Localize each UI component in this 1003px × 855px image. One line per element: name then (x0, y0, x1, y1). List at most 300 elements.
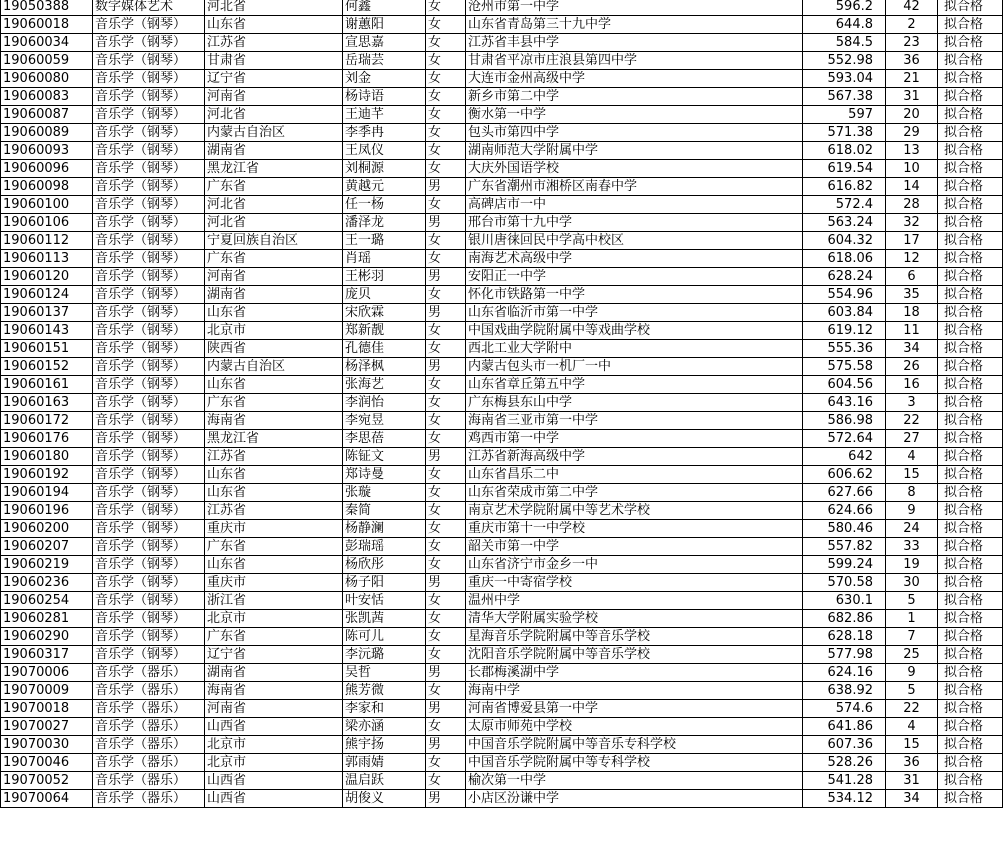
gender-cell[interactable]: 女 (426, 34, 466, 52)
gender-cell[interactable]: 女 (426, 232, 466, 250)
result-cell[interactable]: 拟合格 (938, 88, 1003, 106)
rank-cell[interactable]: 18 (886, 304, 938, 322)
result-cell[interactable]: 拟合格 (938, 412, 1003, 430)
major-cell[interactable]: 音乐学（器乐） (93, 700, 205, 718)
name-cell[interactable]: 郑新靓 (343, 322, 426, 340)
name-cell[interactable]: 杨诗语 (343, 88, 426, 106)
rank-cell[interactable]: 30 (886, 574, 938, 592)
exam-id-cell[interactable]: 19060137 (1, 304, 93, 322)
result-cell[interactable]: 拟合格 (938, 268, 1003, 286)
result-cell[interactable]: 拟合格 (938, 790, 1003, 808)
name-cell[interactable]: 刘金 (343, 70, 426, 88)
score-cell[interactable]: 618.02 (803, 142, 886, 160)
result-cell[interactable]: 拟合格 (938, 196, 1003, 214)
score-cell[interactable]: 643.16 (803, 394, 886, 412)
school-cell[interactable]: 新乡市第二中学 (466, 88, 803, 106)
gender-cell[interactable]: 女 (426, 466, 466, 484)
major-cell[interactable]: 音乐学（钢琴） (93, 16, 205, 34)
school-cell[interactable]: 安阳正一中学 (466, 268, 803, 286)
province-cell[interactable]: 山东省 (205, 376, 343, 394)
major-cell[interactable]: 音乐学（钢琴） (93, 88, 205, 106)
province-cell[interactable]: 广东省 (205, 538, 343, 556)
exam-id-cell[interactable]: 19050388 (1, 0, 93, 16)
result-cell[interactable]: 拟合格 (938, 376, 1003, 394)
gender-cell[interactable]: 女 (426, 160, 466, 178)
gender-cell[interactable]: 女 (426, 484, 466, 502)
score-cell[interactable]: 593.04 (803, 70, 886, 88)
exam-id-cell[interactable]: 19070052 (1, 772, 93, 790)
school-cell[interactable]: 沈阳音乐学院附属中等音乐学校 (466, 646, 803, 664)
result-cell[interactable]: 拟合格 (938, 754, 1003, 772)
exam-id-cell[interactable]: 19060219 (1, 556, 93, 574)
result-cell[interactable]: 拟合格 (938, 124, 1003, 142)
score-cell[interactable]: 584.5 (803, 34, 886, 52)
major-cell[interactable]: 音乐学（钢琴） (93, 430, 205, 448)
score-cell[interactable]: 619.54 (803, 160, 886, 178)
major-cell[interactable]: 音乐学（器乐） (93, 736, 205, 754)
rank-cell[interactable]: 16 (886, 376, 938, 394)
exam-id-cell[interactable]: 19060120 (1, 268, 93, 286)
exam-id-cell[interactable]: 19070006 (1, 664, 93, 682)
major-cell[interactable]: 音乐学（器乐） (93, 772, 205, 790)
major-cell[interactable]: 音乐学（钢琴） (93, 412, 205, 430)
province-cell[interactable]: 广东省 (205, 628, 343, 646)
gender-cell[interactable]: 男 (426, 178, 466, 196)
name-cell[interactable]: 李家和 (343, 700, 426, 718)
score-cell[interactable]: 599.24 (803, 556, 886, 574)
gender-cell[interactable]: 男 (426, 700, 466, 718)
province-cell[interactable]: 山东省 (205, 484, 343, 502)
exam-id-cell[interactable]: 19060152 (1, 358, 93, 376)
name-cell[interactable]: 张凯茜 (343, 610, 426, 628)
gender-cell[interactable]: 女 (426, 250, 466, 268)
major-cell[interactable]: 音乐学（钢琴） (93, 214, 205, 232)
name-cell[interactable]: 李宛昱 (343, 412, 426, 430)
school-cell[interactable]: 海南省三亚市第一中学 (466, 412, 803, 430)
name-cell[interactable]: 陈钲文 (343, 448, 426, 466)
school-cell[interactable]: 衡水第一中学 (466, 106, 803, 124)
result-cell[interactable]: 拟合格 (938, 142, 1003, 160)
exam-id-cell[interactable]: 19060143 (1, 322, 93, 340)
province-cell[interactable]: 内蒙古自治区 (205, 124, 343, 142)
gender-cell[interactable]: 女 (426, 286, 466, 304)
province-cell[interactable]: 内蒙古自治区 (205, 358, 343, 376)
exam-id-cell[interactable]: 19060083 (1, 88, 93, 106)
name-cell[interactable]: 宋欣霖 (343, 304, 426, 322)
gender-cell[interactable]: 女 (426, 718, 466, 736)
school-cell[interactable]: 怀化市铁路第一中学 (466, 286, 803, 304)
rank-cell[interactable]: 17 (886, 232, 938, 250)
rank-cell[interactable]: 27 (886, 430, 938, 448)
rank-cell[interactable]: 13 (886, 142, 938, 160)
exam-id-cell[interactable]: 19060281 (1, 610, 93, 628)
name-cell[interactable]: 任一杨 (343, 196, 426, 214)
exam-id-cell[interactable]: 19060124 (1, 286, 93, 304)
rank-cell[interactable]: 4 (886, 448, 938, 466)
score-cell[interactable]: 682.86 (803, 610, 886, 628)
major-cell[interactable]: 音乐学（钢琴） (93, 466, 205, 484)
name-cell[interactable]: 杨子阳 (343, 574, 426, 592)
rank-cell[interactable]: 22 (886, 700, 938, 718)
gender-cell[interactable]: 女 (426, 430, 466, 448)
result-cell[interactable]: 拟合格 (938, 178, 1003, 196)
result-cell[interactable]: 拟合格 (938, 106, 1003, 124)
exam-id-cell[interactable]: 19060317 (1, 646, 93, 664)
gender-cell[interactable]: 女 (426, 196, 466, 214)
province-cell[interactable]: 浙江省 (205, 592, 343, 610)
major-cell[interactable]: 音乐学（器乐） (93, 718, 205, 736)
result-cell[interactable]: 拟合格 (938, 520, 1003, 538)
name-cell[interactable]: 黄越元 (343, 178, 426, 196)
score-cell[interactable]: 628.24 (803, 268, 886, 286)
school-cell[interactable]: 中国音乐学院附属中等专科学校 (466, 754, 803, 772)
school-cell[interactable]: 高碑店市一中 (466, 196, 803, 214)
rank-cell[interactable]: 21 (886, 70, 938, 88)
province-cell[interactable]: 山西省 (205, 718, 343, 736)
name-cell[interactable]: 陈可儿 (343, 628, 426, 646)
exam-id-cell[interactable]: 19060192 (1, 466, 93, 484)
rank-cell[interactable]: 32 (886, 214, 938, 232)
name-cell[interactable]: 孔德佳 (343, 340, 426, 358)
score-cell[interactable]: 570.58 (803, 574, 886, 592)
score-cell[interactable]: 557.82 (803, 538, 886, 556)
score-cell[interactable]: 574.6 (803, 700, 886, 718)
result-cell[interactable]: 拟合格 (938, 682, 1003, 700)
gender-cell[interactable]: 女 (426, 412, 466, 430)
major-cell[interactable]: 音乐学（钢琴） (93, 52, 205, 70)
name-cell[interactable]: 张璇 (343, 484, 426, 502)
gender-cell[interactable]: 女 (426, 88, 466, 106)
school-cell[interactable]: 温州中学 (466, 592, 803, 610)
score-cell[interactable]: 628.18 (803, 628, 886, 646)
province-cell[interactable]: 江苏省 (205, 502, 343, 520)
rank-cell[interactable]: 15 (886, 736, 938, 754)
gender-cell[interactable]: 女 (426, 646, 466, 664)
school-cell[interactable]: 银川唐徕回民中学高中校区 (466, 232, 803, 250)
school-cell[interactable]: 小店区汾谦中学 (466, 790, 803, 808)
result-cell[interactable]: 拟合格 (938, 718, 1003, 736)
score-cell[interactable]: 624.66 (803, 502, 886, 520)
rank-cell[interactable]: 31 (886, 772, 938, 790)
gender-cell[interactable]: 女 (426, 16, 466, 34)
rank-cell[interactable]: 12 (886, 250, 938, 268)
gender-cell[interactable]: 女 (426, 394, 466, 412)
rank-cell[interactable]: 26 (886, 358, 938, 376)
exam-id-cell[interactable]: 19070046 (1, 754, 93, 772)
score-cell[interactable]: 638.92 (803, 682, 886, 700)
rank-cell[interactable]: 14 (886, 178, 938, 196)
gender-cell[interactable]: 女 (426, 520, 466, 538)
school-cell[interactable]: 重庆一中寄宿学校 (466, 574, 803, 592)
major-cell[interactable]: 音乐学（钢琴） (93, 592, 205, 610)
rank-cell[interactable]: 6 (886, 268, 938, 286)
exam-id-cell[interactable]: 19060161 (1, 376, 93, 394)
exam-id-cell[interactable]: 19060113 (1, 250, 93, 268)
school-cell[interactable]: 甘肃省平凉市庄浪县第四中学 (466, 52, 803, 70)
rank-cell[interactable]: 33 (886, 538, 938, 556)
score-cell[interactable]: 616.82 (803, 178, 886, 196)
rank-cell[interactable]: 36 (886, 52, 938, 70)
rank-cell[interactable]: 34 (886, 790, 938, 808)
exam-id-cell[interactable]: 19060290 (1, 628, 93, 646)
result-cell[interactable]: 拟合格 (938, 70, 1003, 88)
rank-cell[interactable]: 10 (886, 160, 938, 178)
result-cell[interactable]: 拟合格 (938, 736, 1003, 754)
rank-cell[interactable]: 3 (886, 394, 938, 412)
province-cell[interactable]: 河北省 (205, 196, 343, 214)
exam-id-cell[interactable]: 19060089 (1, 124, 93, 142)
school-cell[interactable]: 星海音乐学院附属中等音乐学校 (466, 628, 803, 646)
province-cell[interactable]: 河南省 (205, 268, 343, 286)
exam-id-cell[interactable]: 19060236 (1, 574, 93, 592)
major-cell[interactable]: 音乐学（钢琴） (93, 34, 205, 52)
rank-cell[interactable]: 8 (886, 484, 938, 502)
school-cell[interactable]: 广东省潮州市湘桥区南春中学 (466, 178, 803, 196)
score-cell[interactable]: 586.98 (803, 412, 886, 430)
name-cell[interactable]: 张海艺 (343, 376, 426, 394)
major-cell[interactable]: 音乐学（钢琴） (93, 196, 205, 214)
rank-cell[interactable]: 9 (886, 664, 938, 682)
province-cell[interactable]: 广东省 (205, 178, 343, 196)
province-cell[interactable]: 河南省 (205, 88, 343, 106)
province-cell[interactable]: 陕西省 (205, 340, 343, 358)
score-cell[interactable]: 641.86 (803, 718, 886, 736)
exam-id-cell[interactable]: 19060254 (1, 592, 93, 610)
result-cell[interactable]: 拟合格 (938, 484, 1003, 502)
province-cell[interactable]: 海南省 (205, 412, 343, 430)
rank-cell[interactable]: 34 (886, 340, 938, 358)
exam-id-cell[interactable]: 19070009 (1, 682, 93, 700)
gender-cell[interactable]: 女 (426, 592, 466, 610)
name-cell[interactable]: 杨静澜 (343, 520, 426, 538)
major-cell[interactable]: 数字媒体艺术 (93, 0, 205, 16)
major-cell[interactable]: 音乐学（钢琴） (93, 556, 205, 574)
result-cell[interactable]: 拟合格 (938, 538, 1003, 556)
school-cell[interactable]: 太原市师苑中学校 (466, 718, 803, 736)
rank-cell[interactable]: 7 (886, 628, 938, 646)
score-cell[interactable]: 567.38 (803, 88, 886, 106)
name-cell[interactable]: 胡俊义 (343, 790, 426, 808)
score-cell[interactable]: 541.28 (803, 772, 886, 790)
rank-cell[interactable]: 9 (886, 502, 938, 520)
major-cell[interactable]: 音乐学（钢琴） (93, 628, 205, 646)
score-cell[interactable]: 555.36 (803, 340, 886, 358)
name-cell[interactable]: 岳瑞芸 (343, 52, 426, 70)
province-cell[interactable]: 山东省 (205, 556, 343, 574)
major-cell[interactable]: 音乐学（钢琴） (93, 610, 205, 628)
gender-cell[interactable]: 女 (426, 628, 466, 646)
result-cell[interactable]: 拟合格 (938, 304, 1003, 322)
exam-id-cell[interactable]: 19060096 (1, 160, 93, 178)
province-cell[interactable]: 江苏省 (205, 34, 343, 52)
gender-cell[interactable]: 女 (426, 124, 466, 142)
exam-id-cell[interactable]: 19060018 (1, 16, 93, 34)
province-cell[interactable]: 北京市 (205, 736, 343, 754)
score-cell[interactable]: 627.66 (803, 484, 886, 502)
result-cell[interactable]: 拟合格 (938, 34, 1003, 52)
exam-id-cell[interactable]: 19060093 (1, 142, 93, 160)
result-cell[interactable]: 拟合格 (938, 592, 1003, 610)
score-cell[interactable]: 571.38 (803, 124, 886, 142)
major-cell[interactable]: 音乐学（钢琴） (93, 520, 205, 538)
score-cell[interactable]: 528.26 (803, 754, 886, 772)
score-cell[interactable]: 619.12 (803, 322, 886, 340)
province-cell[interactable]: 山西省 (205, 790, 343, 808)
gender-cell[interactable]: 女 (426, 340, 466, 358)
result-cell[interactable]: 拟合格 (938, 340, 1003, 358)
gender-cell[interactable]: 男 (426, 664, 466, 682)
gender-cell[interactable]: 女 (426, 772, 466, 790)
exam-id-cell[interactable]: 19060034 (1, 34, 93, 52)
name-cell[interactable]: 杨泽枫 (343, 358, 426, 376)
major-cell[interactable]: 音乐学（钢琴） (93, 484, 205, 502)
name-cell[interactable]: 叶安恬 (343, 592, 426, 610)
exam-id-cell[interactable]: 19060200 (1, 520, 93, 538)
name-cell[interactable]: 宣思嘉 (343, 34, 426, 52)
province-cell[interactable]: 山东省 (205, 304, 343, 322)
major-cell[interactable]: 音乐学（钢琴） (93, 160, 205, 178)
major-cell[interactable]: 音乐学（钢琴） (93, 502, 205, 520)
major-cell[interactable]: 音乐学（钢琴） (93, 394, 205, 412)
name-cell[interactable]: 彭瑞瑶 (343, 538, 426, 556)
province-cell[interactable]: 河北省 (205, 106, 343, 124)
major-cell[interactable]: 音乐学（器乐） (93, 754, 205, 772)
province-cell[interactable]: 重庆市 (205, 520, 343, 538)
province-cell[interactable]: 河南省 (205, 700, 343, 718)
name-cell[interactable]: 梁亦涵 (343, 718, 426, 736)
name-cell[interactable]: 温启跃 (343, 772, 426, 790)
exam-id-cell[interactable]: 19060100 (1, 196, 93, 214)
exam-id-cell[interactable]: 19060176 (1, 430, 93, 448)
gender-cell[interactable]: 女 (426, 538, 466, 556)
major-cell[interactable]: 音乐学（钢琴） (93, 178, 205, 196)
school-cell[interactable]: 西北工业大学附中 (466, 340, 803, 358)
school-cell[interactable]: 河南省博爱县第一中学 (466, 700, 803, 718)
gender-cell[interactable]: 男 (426, 214, 466, 232)
result-cell[interactable]: 拟合格 (938, 394, 1003, 412)
province-cell[interactable]: 辽宁省 (205, 70, 343, 88)
name-cell[interactable]: 李润怡 (343, 394, 426, 412)
result-cell[interactable]: 拟合格 (938, 232, 1003, 250)
gender-cell[interactable]: 男 (426, 358, 466, 376)
rank-cell[interactable]: 20 (886, 106, 938, 124)
province-cell[interactable]: 湖南省 (205, 664, 343, 682)
result-cell[interactable]: 拟合格 (938, 0, 1003, 16)
province-cell[interactable]: 湖南省 (205, 286, 343, 304)
result-cell[interactable]: 拟合格 (938, 556, 1003, 574)
score-cell[interactable]: 563.24 (803, 214, 886, 232)
province-cell[interactable]: 北京市 (205, 322, 343, 340)
name-cell[interactable]: 潘泽龙 (343, 214, 426, 232)
major-cell[interactable]: 音乐学（钢琴） (93, 574, 205, 592)
result-cell[interactable]: 拟合格 (938, 286, 1003, 304)
school-cell[interactable]: 海南中学 (466, 682, 803, 700)
score-cell[interactable]: 580.46 (803, 520, 886, 538)
major-cell[interactable]: 音乐学（钢琴） (93, 124, 205, 142)
rank-cell[interactable]: 19 (886, 556, 938, 574)
rank-cell[interactable]: 36 (886, 754, 938, 772)
rank-cell[interactable]: 5 (886, 592, 938, 610)
school-cell[interactable]: 山东省章丘第五中学 (466, 376, 803, 394)
exam-id-cell[interactable]: 19060059 (1, 52, 93, 70)
score-cell[interactable]: 596.2 (803, 0, 886, 16)
major-cell[interactable]: 音乐学（钢琴） (93, 268, 205, 286)
name-cell[interactable]: 王凤仪 (343, 142, 426, 160)
school-cell[interactable]: 内蒙古包头市一机厂一中 (466, 358, 803, 376)
gender-cell[interactable]: 男 (426, 790, 466, 808)
result-cell[interactable]: 拟合格 (938, 250, 1003, 268)
gender-cell[interactable]: 男 (426, 268, 466, 286)
result-cell[interactable]: 拟合格 (938, 700, 1003, 718)
result-cell[interactable]: 拟合格 (938, 628, 1003, 646)
rank-cell[interactable]: 31 (886, 88, 938, 106)
result-cell[interactable]: 拟合格 (938, 160, 1003, 178)
exam-id-cell[interactable]: 19060196 (1, 502, 93, 520)
result-cell[interactable]: 拟合格 (938, 16, 1003, 34)
exam-id-cell[interactable]: 19060180 (1, 448, 93, 466)
rank-cell[interactable]: 1 (886, 610, 938, 628)
rank-cell[interactable]: 5 (886, 682, 938, 700)
rank-cell[interactable]: 29 (886, 124, 938, 142)
major-cell[interactable]: 音乐学（钢琴） (93, 358, 205, 376)
school-cell[interactable]: 南京艺术学院附属中等艺术学校 (466, 502, 803, 520)
gender-cell[interactable]: 女 (426, 556, 466, 574)
school-cell[interactable]: 中国音乐学院附属中等音乐专科学校 (466, 736, 803, 754)
name-cell[interactable]: 王彬羽 (343, 268, 426, 286)
school-cell[interactable]: 山东省临沂市第一中学 (466, 304, 803, 322)
gender-cell[interactable]: 女 (426, 142, 466, 160)
major-cell[interactable]: 音乐学（钢琴） (93, 232, 205, 250)
name-cell[interactable]: 秦简 (343, 502, 426, 520)
score-cell[interactable]: 607.36 (803, 736, 886, 754)
name-cell[interactable]: 李思蓓 (343, 430, 426, 448)
result-cell[interactable]: 拟合格 (938, 214, 1003, 232)
school-cell[interactable]: 山东省青岛第三十九中学 (466, 16, 803, 34)
rank-cell[interactable]: 15 (886, 466, 938, 484)
school-cell[interactable]: 长郡梅溪湖中学 (466, 664, 803, 682)
score-cell[interactable]: 642 (803, 448, 886, 466)
name-cell[interactable]: 吴哲 (343, 664, 426, 682)
province-cell[interactable]: 甘肃省 (205, 52, 343, 70)
score-cell[interactable]: 604.56 (803, 376, 886, 394)
rank-cell[interactable]: 22 (886, 412, 938, 430)
result-cell[interactable]: 拟合格 (938, 322, 1003, 340)
gender-cell[interactable]: 女 (426, 52, 466, 70)
major-cell[interactable]: 音乐学（钢琴） (93, 646, 205, 664)
rank-cell[interactable]: 2 (886, 16, 938, 34)
school-cell[interactable]: 大庆外国语学校 (466, 160, 803, 178)
name-cell[interactable]: 李沅璐 (343, 646, 426, 664)
province-cell[interactable]: 河北省 (205, 0, 343, 16)
score-cell[interactable]: 572.4 (803, 196, 886, 214)
score-cell[interactable]: 572.64 (803, 430, 886, 448)
name-cell[interactable]: 李季冉 (343, 124, 426, 142)
score-cell[interactable]: 644.8 (803, 16, 886, 34)
exam-id-cell[interactable]: 19060106 (1, 214, 93, 232)
rank-cell[interactable]: 42 (886, 0, 938, 16)
rank-cell[interactable]: 11 (886, 322, 938, 340)
school-cell[interactable]: 清华大学附属实验学校 (466, 610, 803, 628)
result-cell[interactable]: 拟合格 (938, 610, 1003, 628)
name-cell[interactable]: 熊宇扬 (343, 736, 426, 754)
exam-id-cell[interactable]: 19060151 (1, 340, 93, 358)
name-cell[interactable]: 王一璐 (343, 232, 426, 250)
school-cell[interactable]: 中国戏曲学院附属中等戏曲学校 (466, 322, 803, 340)
exam-id-cell[interactable]: 19070064 (1, 790, 93, 808)
gender-cell[interactable]: 男 (426, 304, 466, 322)
exam-id-cell[interactable]: 19070027 (1, 718, 93, 736)
province-cell[interactable]: 山东省 (205, 466, 343, 484)
